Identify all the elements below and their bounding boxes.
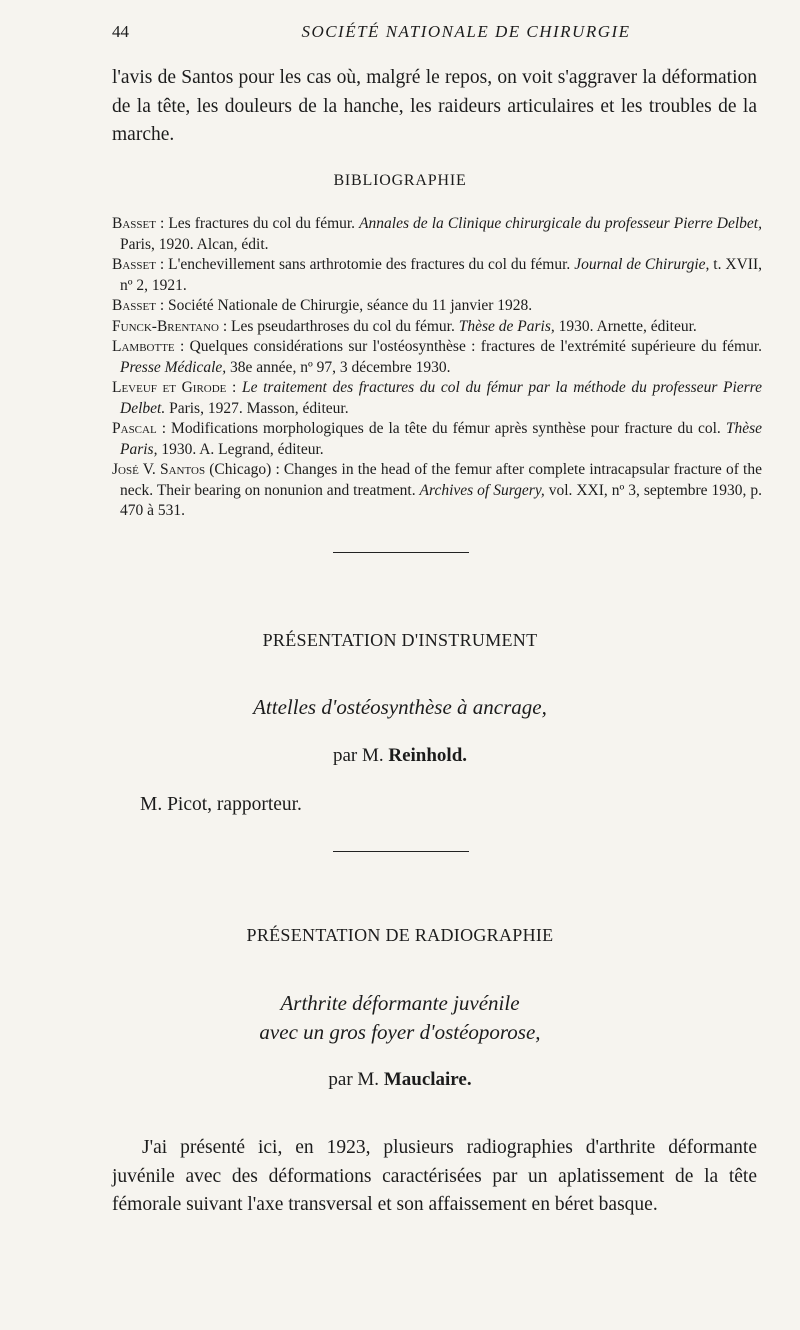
entry-source: Le traitement des fractures du col du fémur par la méthode du professeur Pierre Delbet. (120, 379, 762, 417)
entry-details: vol. XXI, nº 3, septembre 1930, p. 470 à 531. (120, 481, 763, 519)
entry-details: t. XVII, nº 2, 1921. (120, 256, 762, 294)
section-divider (333, 552, 469, 553)
entry-author: Funck-Brentano (112, 317, 219, 335)
entry-author: Basset (112, 256, 156, 273)
author-name: Mauclaire. (383, 1069, 472, 1090)
entry-author: Basset (112, 215, 156, 232)
bibliography-entry (112, 317, 762, 338)
bibliography-entry (112, 337, 762, 378)
entry-source: Annales de la Clinique chirurgicale du professeur Pierre Delbet, (359, 215, 762, 232)
entry-source: Presse Médicale, (120, 358, 227, 376)
entry-author: Leveuf et Girode (112, 379, 227, 396)
entry-text: : (226, 379, 242, 396)
bibliography-entry (112, 296, 762, 317)
bibliography-entry (112, 460, 762, 522)
entry-text: : L'enchevillement sans arthrotomie des fractures du col du fémur. (155, 256, 575, 273)
entry-source: Journal de Chirurgie, (574, 256, 710, 273)
section-heading-radiographie: PRÉSENTATION DE RADIOGRAPHIE (246, 925, 554, 945)
byline-prefix: par M. (332, 745, 389, 766)
article-title-line-2: avec un gros foyer d'ostéoporose, (259, 1020, 541, 1044)
page-number: 44 (112, 22, 129, 41)
byline-reinhold (0, 745, 800, 767)
article-title-line-1: Arthrite déformante juvénile (280, 991, 520, 1015)
running-title: SOCIÉTÉ NATIONALE DE CHIRURGIE (301, 22, 631, 41)
author-name: Reinhold. (388, 745, 468, 766)
article-title-attelles: Attelles d'ostéosynthèse à ancrage, (253, 695, 547, 719)
entry-author: Basset (112, 297, 156, 314)
entry-details: Paris, 1920. Alcan, édit. (120, 235, 269, 253)
entry-details: 1930. A. Legrand, éditeur. (157, 440, 324, 458)
byline-prefix: par M. (328, 1069, 384, 1090)
bibliography-entry (112, 214, 762, 255)
entry-details: Paris, 1927. Masson, éditeur. (165, 399, 349, 417)
entry-source: Archives of Surgery, (419, 481, 545, 499)
entry-details: 38e année, nº 97, 3 décembre 1930. (226, 358, 451, 376)
rapporteur-line: M. Picot, rapporteur. (140, 794, 302, 815)
section-heading-instrument: PRÉSENTATION D'INSTRUMENT (262, 630, 538, 650)
bibliography-list (112, 214, 762, 522)
entry-text: : Les fractures du col du fémur. (155, 215, 360, 232)
bibliography-entry (112, 255, 762, 296)
entry-text: : Société Nationale de Chirurgie, séance du 11 janvier 1928. (155, 297, 533, 314)
entry-text: : Modifications morphologiques de la tête du fémur après synthèse pour fracture du col. (156, 420, 726, 437)
intro-paragraph: l'avis de Santos pour les cas où, malgré le repos, on voit s'aggraver la déformation de la tête, les douleurs de la hanche, les raideurs articulaires et les troubles de la marche. (112, 67, 757, 145)
entry-details: 1930. Arnette, éditeur. (554, 317, 697, 335)
entry-text: : Quelques considérations sur l'ostéosynthèse : fractures de l'extrémité supérieure du fémur. (174, 338, 762, 355)
entry-source: Thèse de Paris, (458, 317, 555, 335)
bibliography-entry (112, 419, 762, 460)
bibliography-entry (112, 378, 762, 419)
body-paragraph: J'ai présenté ici, en 1923, plusieurs radiographies d'arthrite déformante juvénile avec des déformations caractérisées par un aplatissement de la tête fémorale suivant l'axe transversal et son affaissement en béret basque. (112, 1137, 757, 1215)
entry-author: Pascal (112, 420, 157, 437)
entry-source: Thèse Paris, (120, 420, 762, 458)
entry-text: : Les pseudarthroses du col du fémur. (218, 317, 459, 335)
entry-text: (Chicago) : Changes in the head of the femur after complete intracapsular fracture of the neck. Their bearing on nonunion and treatment. (120, 461, 762, 499)
bibliography-heading: BIBLIOGRAPHIE (333, 172, 467, 189)
section-divider (333, 851, 469, 852)
entry-author: José V. Santos (112, 461, 206, 478)
entry-author: Lambotte (112, 338, 175, 355)
byline-mauclaire (0, 1069, 800, 1091)
page-header (112, 22, 760, 46)
